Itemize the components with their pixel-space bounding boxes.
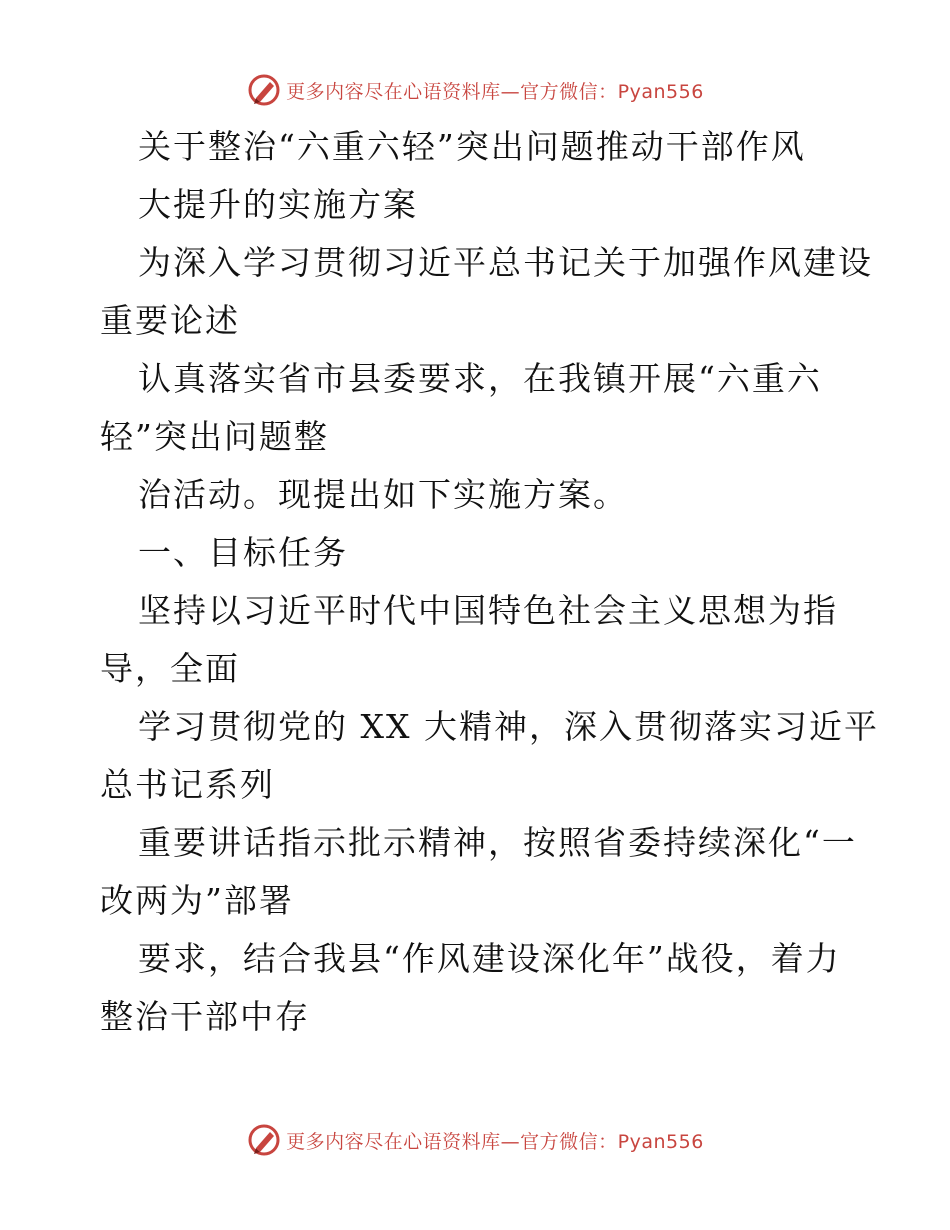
text-line: 关于整治“六重六轻”突出问题推动干部作风 xyxy=(138,127,806,166)
footer-watermark xyxy=(0,1120,950,1160)
text-line: 重要讲话指示批示精神，按照省委持续深化“一 xyxy=(138,823,857,862)
text-line: 认真落实省市县委要求，在我镇开展“六重六 xyxy=(138,359,822,398)
text-line: 一、目标任务 xyxy=(138,533,348,572)
text-line: 坚持以习近平时代中国特色社会主义思想为指 xyxy=(138,591,838,630)
pen-logo-icon xyxy=(246,1122,282,1158)
text-line: 要求，结合我县“作风建设深化年”战役，着力 xyxy=(138,939,841,978)
document-body xyxy=(100,118,879,1046)
text-line: 改两为”部署 xyxy=(100,881,294,920)
watermark-text: 更多内容尽在心语资料库—官方微信：Pyan556 xyxy=(286,1130,704,1153)
header-watermark xyxy=(0,70,950,110)
text-line: 治活动。现提出如下实施方案。 xyxy=(138,475,628,514)
text-line: 重要论述 xyxy=(100,301,240,340)
text-line: 学习贯彻党的 XX 大精神，深入贯彻落实习近平 xyxy=(138,707,879,746)
watermark-text: 更多内容尽在心语资料库—官方微信：Pyan556 xyxy=(286,80,704,103)
text-line: 轻”突出问题整 xyxy=(100,417,329,456)
text-line: 整治干部中存 xyxy=(100,997,310,1036)
text-line: 大提升的实施方案 xyxy=(138,185,418,224)
text-line: 总书记系列 xyxy=(100,765,275,804)
text-line: 为深入学习贯彻习近平总书记关于加强作风建设 xyxy=(138,243,873,282)
pen-logo-icon xyxy=(246,72,282,108)
text-line: 导，全面 xyxy=(100,649,240,688)
